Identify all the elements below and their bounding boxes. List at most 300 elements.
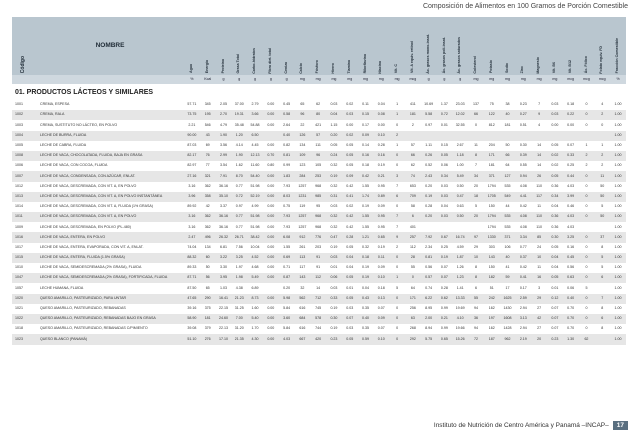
nutrient-value: 744	[315, 326, 322, 331]
table-row	[12, 253, 626, 263]
nutrient-value: 0	[579, 212, 595, 222]
nutrient-value: 1705	[484, 192, 500, 202]
nutrient-value: 0	[601, 122, 604, 127]
nutrient-value: 23.03	[455, 102, 465, 107]
nutrient-column-header	[263, 17, 279, 75]
nutrient-value: 0.43	[358, 294, 374, 304]
unit-cell: mg	[531, 75, 547, 84]
nutrient-value: 20	[531, 334, 547, 344]
nutrient-value: 54.88	[250, 122, 260, 127]
nutrient-value: 0.00	[267, 224, 275, 229]
nutrient-value: 0.40	[358, 314, 374, 324]
nutrient-value: 1	[389, 110, 405, 120]
nutrient-value: 2.70	[216, 110, 232, 120]
unit-cell-empty	[36, 75, 184, 84]
food-name: LECHE DE VACA, ENTERA, EN POLVO	[36, 232, 184, 242]
nutrient-value: 8	[468, 273, 484, 283]
nutrient-value	[500, 131, 516, 141]
nutrient-value: 1.00	[610, 171, 626, 181]
nutrient-value: 24	[537, 244, 542, 249]
nutrient-value: 1.00	[610, 151, 626, 161]
nutrient-value: 3.13	[515, 314, 531, 324]
nutrient-value: 0.09	[373, 314, 389, 324]
unit-cell: g	[452, 75, 468, 84]
nutrient-value: 0.81	[279, 151, 295, 161]
nutrient-value: 0.95	[377, 183, 385, 188]
nutrient-value: 420	[310, 334, 326, 344]
nutrient-value: 117	[299, 265, 306, 270]
nutrient-value: 7	[389, 212, 405, 222]
nutrient-value: 968	[315, 224, 322, 229]
nutrient-value: 4.03	[567, 183, 575, 188]
nutrient-value: 0	[585, 102, 588, 107]
unit-cell: g	[421, 75, 437, 84]
nutrient-value: 65	[300, 102, 305, 107]
food-name: LECHE DE VACA, CHOCOLATADA, FLUIDA, BAJA EN GRASA	[36, 151, 184, 161]
nutrient-value: 5	[601, 204, 604, 209]
nutrient-value: 4.10	[452, 314, 468, 324]
nutrient-value: 187	[484, 334, 500, 344]
nutrient-value: 0.58	[279, 110, 295, 120]
nutrient-header-label: Ác. grasos saturados	[457, 36, 462, 74]
nutrient-column-header	[326, 17, 342, 75]
nutrient-value: 1.00	[610, 131, 626, 141]
unit-cell: g	[437, 75, 453, 84]
nutrient-value: 0	[579, 273, 595, 283]
nutrient-value: 63	[405, 314, 421, 324]
nutrient-value: 8.73	[247, 294, 263, 304]
nutrient-value: 34	[468, 171, 484, 181]
nutrient-value: 2.79	[251, 102, 259, 107]
nutrient-value: 1.00	[610, 110, 626, 120]
nutrient-value: 1.15	[330, 122, 338, 127]
nutrient-value: 709	[405, 192, 421, 202]
nutrient-value: 5	[585, 285, 588, 290]
nutrient-value: 812	[488, 122, 495, 127]
nutrient-value: 0.37	[515, 253, 531, 263]
nutrient-value: 0.70	[263, 151, 279, 161]
table-row	[12, 263, 626, 273]
unit-cell: mg	[358, 75, 374, 84]
nutrient-value: 0.23	[326, 334, 342, 344]
nutrient-column-header	[500, 17, 516, 75]
nutrient-value: 2.94	[519, 306, 527, 311]
nutrient-value: 4.03	[279, 334, 295, 344]
nutrient-value: 0.95	[373, 212, 389, 222]
nutrient-value: 2	[585, 163, 588, 168]
unit-cell: %	[184, 75, 200, 84]
food-code: 1006	[15, 163, 23, 168]
nutrient-value: 0.04	[377, 102, 385, 107]
nutrient-value: 16.41	[216, 294, 232, 304]
nutrient-value: 1	[601, 143, 604, 148]
nutrient-header-label: Proteína	[220, 59, 225, 74]
nutrient-value: 181	[488, 163, 495, 168]
nutrient-value: 1.00	[614, 204, 622, 209]
nutrient-value: 6	[405, 212, 421, 222]
nutrient-value: 0.04	[346, 265, 354, 270]
nutrient-value: 51.98	[250, 224, 260, 229]
nutrient-value: 40	[500, 253, 516, 263]
nutrient-value: 0.26	[421, 151, 437, 161]
nutrient-value: 3	[538, 285, 541, 290]
footer-institute: Instituto de Nutrición de Centro América y Panamá –INCAP–	[433, 422, 609, 429]
nutrient-value: 0.05	[342, 334, 358, 344]
nutrient-value: 4.52	[247, 253, 263, 263]
nutrient-value: 64	[410, 285, 415, 290]
nutrient-value: 5.49	[452, 171, 468, 181]
nutrient-value: 0	[389, 294, 405, 304]
food-code: 1018	[15, 326, 23, 331]
nutrient-value: 2.00	[421, 314, 437, 324]
nutrient-value: 112	[310, 273, 326, 283]
nutrient-value: 3.22	[216, 253, 232, 263]
nutrient-value: 1.62	[235, 163, 243, 168]
unit-cell: mg	[294, 75, 310, 84]
nutrient-value: 1.87	[452, 253, 468, 263]
nutrient-value: 88.32	[184, 253, 200, 263]
table-row	[12, 120, 626, 130]
nutrient-value: 0.10	[373, 273, 389, 283]
nutrient-value: 54.40	[247, 171, 263, 181]
table-row	[12, 182, 626, 192]
nutrient-value: 0.19	[330, 244, 338, 249]
nutrient-value: 0.00	[267, 244, 275, 249]
nutrient-value: 87.50	[187, 285, 197, 290]
nutrient-value: 1.00	[614, 102, 622, 107]
nutrient-value: 7.93	[283, 224, 291, 229]
nutrient-value: 3.60	[279, 314, 295, 324]
food-code: 1015	[12, 253, 36, 263]
nutrient-value: 37	[594, 232, 610, 242]
nutrient-value: 0.04	[362, 285, 369, 290]
nutrient-value	[547, 131, 563, 141]
nutrient-header-label: Hierro	[331, 62, 336, 74]
nutrient-value: 0.18	[358, 253, 374, 263]
nutrient-value: 16.74	[452, 232, 468, 242]
nutrient-value: 204	[488, 143, 495, 148]
nutrient-value: 13.33	[452, 294, 468, 304]
nutrient-header-label: Magnesio	[536, 56, 541, 74]
nutrient-value: 496	[200, 232, 216, 242]
nutrient-value: 3.54	[219, 163, 227, 168]
nutrient-value: 17.10	[216, 334, 232, 344]
nutrient-value: 1257	[298, 224, 307, 229]
nutrient-header-label: Vit. B12	[567, 60, 572, 74]
nutrient-value: 66	[468, 110, 484, 120]
nutrient-value: 0.65	[373, 232, 389, 242]
nutrient-value: 60	[200, 253, 216, 263]
nutrient-value: 0.18	[567, 102, 575, 107]
nutrient-value: 111	[315, 143, 321, 148]
nutrient-value: 59	[500, 273, 516, 283]
nutrient-value: 8.94	[425, 326, 433, 331]
nutrient-value: 0.03	[346, 306, 354, 311]
nutrient-value: 0.00	[263, 232, 279, 242]
nutrient-value: 19.66	[455, 326, 465, 331]
nutrient-value: 0	[585, 244, 588, 249]
nutrient-value: 0.07	[551, 326, 559, 331]
unit-cell: mcg	[563, 75, 579, 84]
nutrient-value: 411	[409, 102, 416, 107]
nutrient-value: 0.36	[551, 224, 559, 229]
nutrient-value	[594, 283, 610, 293]
nutrient-value: 197	[484, 314, 500, 324]
nutrient-value: 10	[531, 253, 547, 263]
nutrient-value: 119	[299, 204, 306, 209]
nutrient-value: 0.57	[421, 273, 437, 283]
nutrient-value: 0.63	[456, 204, 464, 209]
nutrient-value: 181	[200, 314, 216, 324]
nutrient-value: 39.08	[187, 326, 197, 331]
name-column-header: NOMBRE	[36, 17, 184, 75]
nutrient-value: 0.34	[547, 192, 563, 202]
nutrient-value: 535	[504, 224, 511, 229]
nutrient-value: 0.07	[437, 273, 453, 283]
nutrient-value: 268	[409, 326, 416, 331]
nutrient-value: 0.02	[346, 204, 354, 209]
food-code: 1008	[12, 151, 36, 161]
nutrient-value	[452, 222, 468, 232]
nutrient-value: 1.90	[216, 131, 232, 141]
nutrient-value: 0	[585, 306, 588, 311]
nutrient-value: 0.05	[342, 294, 358, 304]
nutrient-value: 6	[474, 285, 477, 290]
nutrient-value: 64	[505, 163, 510, 168]
nutrient-value: 4.14	[235, 143, 243, 148]
page-header-title: Composición de Alimentos en 100 Gramos de Porción Comestible	[422, 3, 628, 10]
nutrient-value: 0.09	[358, 131, 374, 141]
nutrient-value: 1.00	[614, 306, 622, 311]
nutrient-value	[263, 283, 279, 293]
nutrient-value: 0.47	[326, 232, 342, 242]
nutrient-value: 42	[531, 314, 547, 324]
nutrient-value: 75	[489, 102, 494, 107]
nutrient-value: 421	[315, 122, 322, 127]
nutrient-value: 0.33	[326, 294, 342, 304]
nutrient-value: 1.00	[610, 192, 626, 202]
nutrient-value: 4.03	[567, 224, 575, 229]
nutrient-column-header	[437, 17, 453, 75]
nutrient-value: 7.56	[235, 244, 243, 249]
nutrient-value	[437, 222, 453, 232]
unit-cell: Kcal	[200, 75, 216, 84]
nutrient-value: 150	[488, 204, 495, 209]
nutrient-value: 5.98	[279, 294, 295, 304]
nutrient-value: 8	[601, 326, 604, 331]
food-code: 1022	[12, 314, 36, 324]
nutrient-value: 0.28	[342, 232, 358, 242]
nutrient-value: 0.06	[567, 285, 575, 290]
nutrient-value: 8	[601, 306, 604, 311]
nutrient-value: 0.24	[326, 151, 342, 161]
nutrient-value: 0.00	[267, 102, 275, 107]
food-name: LECHE DE VACA, SEMIDESCREMADA (2% GRASA), FLUIDA	[40, 265, 142, 270]
nutrient-value: 12.13	[247, 151, 263, 161]
nutrient-value: 0.32	[362, 244, 369, 249]
nutrient-value: 3.16	[188, 224, 196, 229]
nutrient-value: 7.00	[231, 314, 247, 324]
nutrient-value: 0.19	[421, 192, 437, 202]
food-name: LECHE DE BURRA, FLUIDA	[36, 131, 184, 141]
nutrient-value: 242	[484, 294, 500, 304]
nutrient-value: 0.19	[377, 244, 385, 249]
food-code: 1020	[12, 294, 36, 304]
nutrient-value: 0.77	[235, 183, 243, 188]
nutrient-value: 0.18	[362, 163, 369, 168]
food-name: LECHE DE CABRA, FLUIDA	[40, 143, 87, 148]
nutrient-value: 62	[579, 334, 595, 344]
food-code: 1010	[15, 265, 23, 270]
nutrient-value: 112	[409, 244, 416, 249]
nutrient-value: 90.00	[184, 131, 200, 141]
nutrient-value: 0.00	[267, 143, 275, 148]
nutrient-value: 321	[200, 171, 216, 181]
nutrient-value: 562	[294, 294, 310, 304]
food-code: 1047	[12, 273, 36, 283]
nutrient-column-header	[610, 17, 626, 75]
nutrient-value: 0.30	[326, 314, 342, 324]
nutrient-value: 4.08	[519, 224, 527, 229]
nutrient-value: 57.71	[187, 102, 197, 107]
section-block	[12, 84, 626, 100]
nutrient-value: 4.41	[515, 192, 531, 202]
nutrient-value	[594, 131, 610, 141]
food-name: LECHE HUMANA, FLUIDA	[40, 285, 84, 290]
nutrient-value: 0.36	[547, 212, 563, 222]
nutrient-value: 1257	[294, 212, 310, 222]
table-row	[12, 161, 626, 171]
nutrient-value: 1.00	[456, 163, 464, 168]
nutrient-value: 3.37	[219, 204, 227, 209]
nutrient-value: 0.08	[373, 110, 389, 120]
nutrient-column-header	[184, 17, 200, 75]
nutrient-value: 257	[405, 232, 421, 242]
nutrient-value: 29	[531, 294, 547, 304]
nutrient-column-header	[579, 17, 595, 75]
nutrient-value: 0	[396, 122, 399, 127]
nutrient-value: 8	[474, 265, 477, 270]
nutrient-header-label: Agua	[189, 64, 194, 74]
nutrient-value: 0.82	[283, 143, 291, 148]
nutrient-value: 65	[205, 285, 210, 290]
nutrient-value: 0.17	[362, 122, 369, 127]
nutrient-value: 2.05	[219, 102, 227, 107]
nutrient-value: 0.59	[358, 334, 374, 344]
nutrient-value: 0.69	[279, 253, 295, 263]
nutrient-value: 0.07	[440, 265, 448, 270]
unit-cell: mg	[342, 75, 358, 84]
nutrient-value: 7.92	[421, 232, 437, 242]
nutrient-value: 362	[204, 183, 211, 188]
table-row	[12, 212, 626, 222]
nutrient-value: 0.05	[346, 143, 354, 148]
nutrient-header-label: Potasio	[488, 60, 493, 74]
nutrient-value: 0.10	[373, 334, 389, 344]
units-row	[12, 75, 626, 84]
nutrient-value: 0.99	[283, 163, 291, 168]
nutrient-value: 0.34	[437, 171, 453, 181]
nutrient-value: 1.11	[425, 143, 432, 148]
nutrient-value: 0.62	[437, 294, 453, 304]
nutrient-value: 0.00	[377, 122, 385, 127]
nutrient-value: 0.39	[515, 151, 531, 161]
nutrient-value: 52.19	[247, 192, 263, 202]
nutrient-value: 0.20	[421, 212, 437, 222]
nutrient-value: 7	[396, 224, 399, 229]
nutrient-value: 0.45	[283, 102, 291, 107]
nutrient-value: 3.16	[184, 212, 200, 222]
nutrient-value: 0.04	[547, 253, 563, 263]
nutrient-value: 684	[294, 314, 310, 324]
nutrient-value	[421, 222, 437, 232]
nutrient-value: 4.59	[456, 244, 464, 249]
nutrient-value: 578	[310, 314, 326, 324]
nutrient-value: 256	[409, 306, 416, 311]
nutrient-value: 0.12	[547, 294, 563, 304]
food-name: CREMA, SUSTITUTO NO LÁCTEO, EN POLVO	[40, 122, 118, 127]
nutrient-value: 11.60	[250, 163, 260, 168]
nutrient-column-header	[247, 17, 263, 75]
food-name: LECHE DE VACA, DESCREMADA, CON VIT. A, EN POLVO	[40, 183, 137, 188]
food-name: QUESO AMARILLO, PASTEURIZADO, PARA UNTAR	[36, 294, 184, 304]
nutrient-value: 14	[316, 285, 321, 290]
nutrient-value: 10	[468, 253, 484, 263]
nutrient-value: 50	[600, 183, 605, 188]
nutrient-value: 0.99	[440, 326, 448, 331]
nutrient-value: 0.00	[263, 334, 279, 344]
nutrient-value: 3.56	[219, 143, 227, 148]
food-code: 1002	[12, 110, 36, 120]
nutrient-value: 7.93	[279, 212, 295, 222]
nutrient-value: 11	[594, 171, 610, 181]
nutrient-value: 15.26	[452, 334, 468, 344]
nutrient-value: 171	[484, 151, 500, 161]
nutrient-value: 22.13	[218, 326, 228, 331]
nutrient-value: 1.00	[614, 143, 622, 148]
food-name: LECHE DE VACA, DESCREMADA, CON VIT. A, EN POLVO	[36, 212, 184, 222]
nutrient-value: 0.75	[283, 204, 291, 209]
nutrient-value: 6.81	[219, 244, 227, 249]
nutrient-value: 0.00	[263, 314, 279, 324]
nutrient-value: 1	[396, 102, 399, 107]
nutrient-value: 0.16	[567, 244, 575, 249]
nutrient-value: 3.34	[515, 232, 531, 242]
nutrient-value: 0.05	[547, 273, 563, 283]
nutrient-value: 0.00	[267, 306, 275, 311]
nutrient-value: 0.01	[346, 285, 354, 290]
nutrient-value: 1.00	[610, 232, 626, 242]
nutrient-value: 0.28	[425, 204, 433, 209]
nutrient-value: 776	[310, 232, 326, 242]
nutrient-value: 0	[396, 326, 399, 331]
nutrient-value: 1.00	[614, 244, 622, 249]
nutrient-value: 0.01	[330, 265, 338, 270]
nutrient-value: 0.87	[279, 273, 295, 283]
nutrient-value: 0	[396, 204, 399, 209]
nutrient-value: 616	[299, 326, 306, 331]
nutrient-value: 58.90	[184, 314, 200, 324]
nutrient-header-label: Riboflavina	[362, 54, 367, 74]
nutrient-value: 1.00	[614, 265, 622, 270]
nutrient-value: 0.03	[437, 212, 453, 222]
nutrient-value: 0.03	[342, 110, 358, 120]
nutrient-value: 549	[500, 192, 516, 202]
nutrient-value: 0.02	[346, 102, 354, 107]
nutrient-value: 261	[299, 244, 306, 249]
nutrient-value: 962	[500, 334, 516, 344]
nutrient-value: 1.23	[452, 273, 468, 283]
